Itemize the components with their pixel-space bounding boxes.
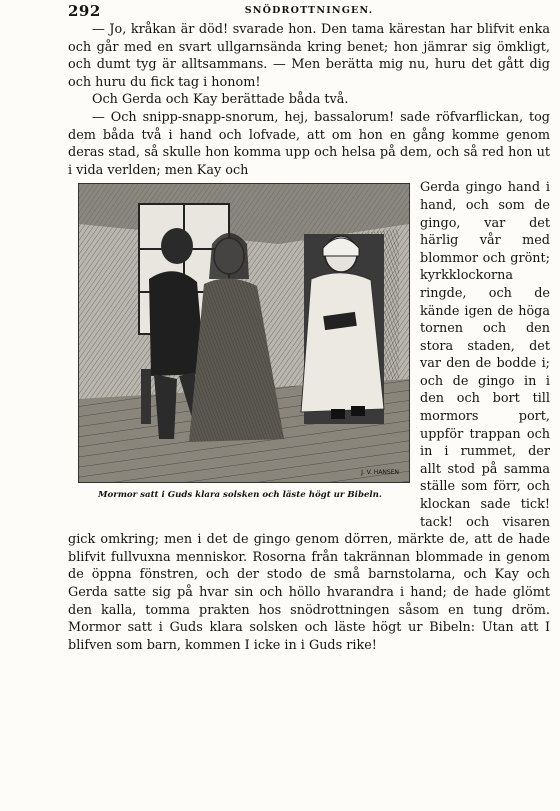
illustration-figure [68,183,412,513]
page-number: 292 [68,2,101,20]
paragraph: — Jo, kråkan är död! svarade hon. Den tama kärestan har blifvit enka och går med en svart ullgarnsända kring benet; hon jämrar sig ömkligt, och dumt tyg är alltsammans. — Men berätta mig nu, huru det gått dig och huru du fick tag i honom! [68,22,550,90]
illustration-caption: Mormor satt i Guds klara solsken och läste högt ur Bibeln. [98,490,382,501]
paragraph-continuation: Gerda gingo hand i hand, och som de gingo, var det härlig vår med blommor och grönt; kyrkklockorna ringde, och de kände igen de höga tornen och den stora staden, det var den de bodde i; och de gingo in i den och bort till mormors port, uppför trappan och in i rummet, der allt stod på samma ställe som förr, och klockan sade tick! tack! och visaren gick omkring; men i det de gingo genom dörren, märkte de, att de hade blifvit fullvuxna menniskor. Rosorna från takrännan blommade in genom de öppna fönstren, och der stodo de små barnstolarna, och Kay och Gerda satte sig på hvar sin och höllo hvarandra i hand; de hade glömt den kalla, tomma prakten hos snödrottningen såsom en tung dröm. Mormor satt i Guds klara solsken och läste högt ur Bibeln: Utan att I blifven som barn, kommen I icke in i Guds rike! [68,180,550,653]
paragraph: Och Gerda och Kay berättade båda två. [92,92,349,108]
running-title: SNÖDROTTNINGEN. [244,5,374,16]
grandmother-figure [301,234,384,424]
engraving-illustration [78,183,410,483]
engraving-drawing [79,184,409,482]
page-body [68,21,550,654]
page-header [68,2,550,20]
paragraph: — Och snipp-snapp-snorum, hej, bassalorum! sade röfvarflickan, tog dem båda två i hand och lofvade, att om hon en gång komme genom deras stad, så skulle hon komma upp och helsa på dem, och så red hon ut i vida verlden; men Kay och [68,109,550,178]
engraver-signature: J. V. HANSEN [361,469,399,477]
